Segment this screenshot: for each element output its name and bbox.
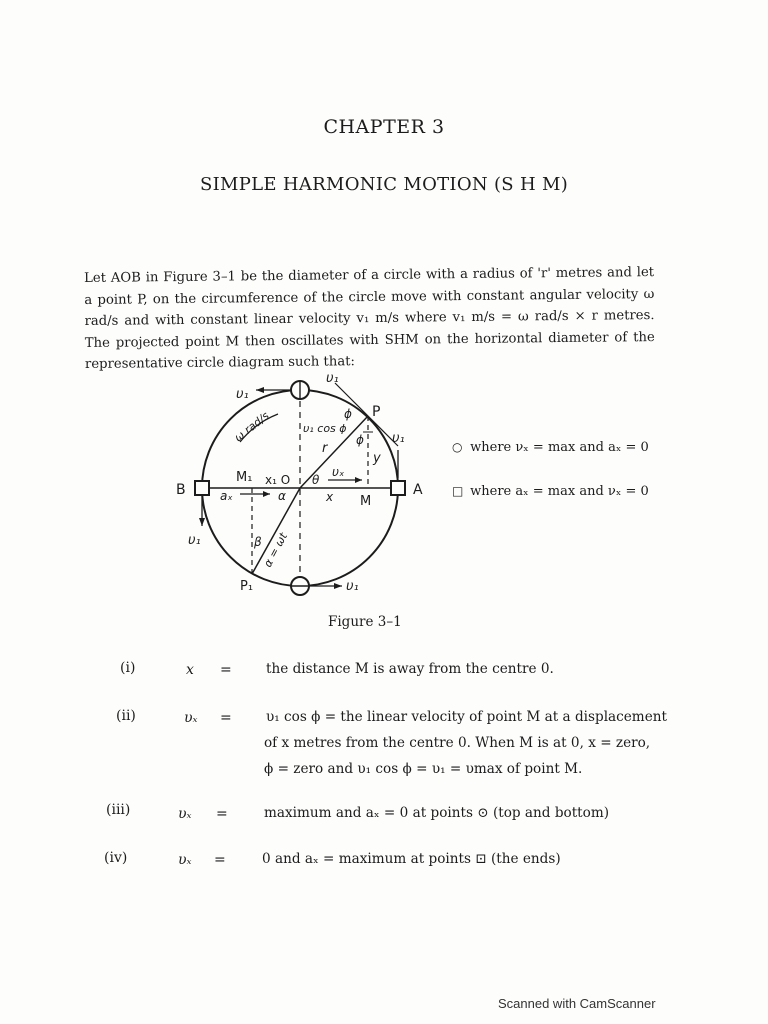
label-ax: aₓ <box>220 489 233 503</box>
def-text-2b: of x metres from the centre 0. When M is at 0, x = zero, <box>264 735 651 751</box>
label-p: P <box>372 404 381 420</box>
def-var-2: υₓ <box>184 710 198 726</box>
label-b: B <box>176 482 186 498</box>
label-vx: υₓ <box>332 465 345 479</box>
legend-circle <box>452 440 649 455</box>
def-num-1: (i) <box>120 660 136 676</box>
legend-square <box>452 484 649 499</box>
circle-symbol-icon: ○ <box>452 440 463 454</box>
scanner-footer: Scanned with CamScanner <box>498 996 656 1011</box>
def-eq-2: = <box>220 710 232 726</box>
label-y: y <box>373 451 381 466</box>
section-title: SIMPLE HARMONIC MOTION (S H M) <box>199 174 569 195</box>
def-eq-4: = <box>214 852 226 868</box>
def-text-3: maximum and aₓ = 0 at points ⊙ (top and bottom) <box>264 805 610 821</box>
def-var-4: υₓ <box>178 852 192 868</box>
label-omega: ω rad/s <box>231 409 272 445</box>
label-v1-cos-phi: υ₁ cos ϕ <box>303 422 347 435</box>
label-v1-left: υ₁ <box>188 533 201 548</box>
circle-diagram <box>170 368 440 600</box>
def-num-3: (iii) <box>106 802 131 818</box>
def-eq-1: = <box>220 662 232 678</box>
label-alpha: α <box>278 489 286 503</box>
square-symbol-icon: □ <box>452 484 464 498</box>
def-text-1: the distance M is away from the centre 0. <box>266 661 554 677</box>
label-v1-bottom: υ₁ <box>346 579 359 594</box>
label-m1: M₁ <box>236 470 253 485</box>
figure-caption: Figure 3–1 <box>328 614 402 630</box>
legend-square-text: where aₓ = max and νₓ = 0 <box>470 484 649 499</box>
label-v1-right: υ₁ <box>392 431 405 446</box>
label-alpha-omega-t: α = ωt <box>261 530 291 570</box>
label-m: M <box>360 494 372 509</box>
def-text-4: 0 and aₓ = maximum at points ⊡ (the ends) <box>262 851 561 867</box>
def-text-2c: ϕ = zero and υ₁ cos ϕ = υ₁ = υmax of point M. <box>264 761 583 777</box>
label-x: x <box>326 490 334 504</box>
chapter-heading: CHAPTER 3 <box>323 116 445 138</box>
def-text-2a: υ₁ cos ϕ = the linear velocity of point M at a displacement <box>266 709 667 725</box>
label-a: A <box>413 482 423 498</box>
label-beta: β <box>254 535 262 549</box>
label-theta: θ <box>312 473 320 487</box>
def-num-2: (ii) <box>116 708 136 724</box>
label-v1-top-right: υ₁ <box>326 371 339 386</box>
def-eq-3: = <box>216 806 228 822</box>
intro-paragraph: Let AOB in Figure 3–1 be the diameter of a circle with a radius of 'r' metres and let a point P, on the circumference of the circle move with constant angular velocity ω rad/s and with constant linear velocity v₁ m/s where v₁ m/s = ω rad/s × r metres. The projected point M then oscillates with SHM on the horizontal diameter of the representative circle diagram such that: <box>84 265 655 372</box>
label-phi-mid: ϕ <box>356 433 364 447</box>
label-r: r <box>322 441 328 456</box>
label-phi-top: ϕ <box>344 407 352 421</box>
label-x-o: x₁ O <box>265 473 291 487</box>
label-p1: P₁ <box>240 579 254 594</box>
def-var-1: x <box>186 662 194 678</box>
label-v1-top-left: υ₁ <box>236 387 249 402</box>
legend-circle-text: where νₓ = max and aₓ = 0 <box>470 440 649 455</box>
def-var-3: υₓ <box>178 806 192 822</box>
a-marker <box>391 481 405 495</box>
b-marker <box>195 481 209 495</box>
def-num-4: (iv) <box>104 850 128 866</box>
